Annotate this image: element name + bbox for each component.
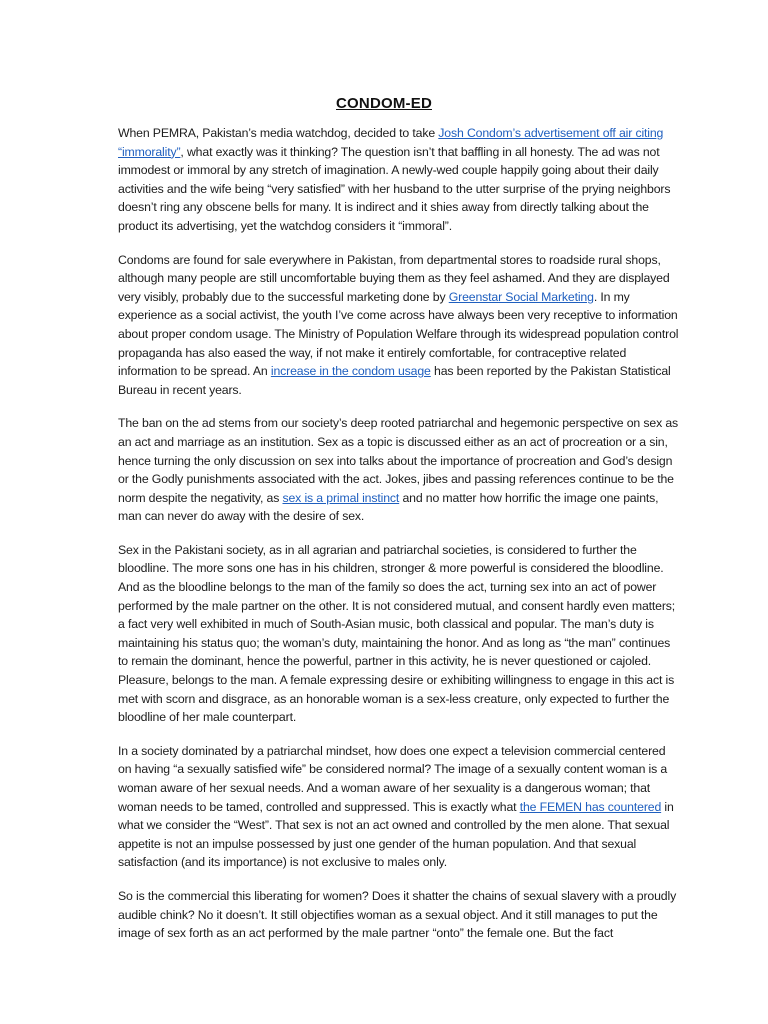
paragraph-text: Condoms are found for sale everywhere in Pakistan, from departmental stores to roadside rural shops, although many people are still uncomfortable buying them as they feel ashamed. And they are displayed very visibly, probably due to the successful marketing done by [118, 252, 670, 304]
paragraph-2 [118, 251, 680, 400]
paragraph-text: , what exactly was it thinking? The question isn’t that baffling in all honesty. The ad was not immodest or immoral by any stretch of imagination. A newly-wed couple happily going about their daily activities and the wife being “very satisfied” with her husband to the utter surprise of the prying neighbors doesn’t ring any obscene bells for many. It is indirect and it shies away from directly talking about the product its advertising, yet the watchdog considers it “immoral”. [118, 144, 671, 233]
link-increase-condom-usage[interactable]: increase in the condom usage [270, 364, 431, 379]
paragraph-text: When PEMRA, Pakistan’s media watchdog, decided to take [118, 126, 439, 140]
link-greenstar-social-marketing[interactable]: Greenstar Social Marketing [448, 289, 594, 304]
link-josh-condom-advertisement[interactable]: Josh Condom’s advertisement off air citing “immorality” [118, 126, 664, 159]
document-body [118, 124, 680, 958]
paragraph-text: The ban on the ad stems from our society’s deep rooted patriarchal and hegemonic perspective on sex as an act and marriage as an institution. Sex as a topic is discussed either as an act of procreation or a sin, hence turning the only discussion on sex into talks about the importance of procreation and God’s design or the Godly punishments associated with the act. Jokes, jibes and passing references continue to be the norm despite the negativity, as [118, 416, 679, 505]
paragraph-4 [118, 541, 680, 727]
paragraph-text: In a society dominated by a patriarchal mindset, how does one expect a television commercial centered on having “a sexually satisfied wife” be considered normal? The image of a sexually content woman is a woman aware of her sexual needs. And a woman aware of her sexuality is a dangerous woman; that woman needs to be tamed, controlled and suppressed. This is exactly what [118, 743, 668, 814]
paragraph-3 [118, 414, 680, 526]
paragraph-6 [118, 887, 680, 943]
paragraph-1 [118, 124, 680, 236]
paragraph-text: So is the commercial this liberating for women? Does it shatter the chains of sexual slavery with a proudly audible chink? No it doesn’t. It still objectifies woman as a sexual object. And it still manages to put the image of sex forth as an act performed by the male partner “onto” the female one. But the fact [118, 888, 677, 941]
paragraph-text: . In my experience as a social activist, the youth I’ve come across have always been very receptive to information about proper condom usage. The Ministry of Population Welfare through its widespread population control propaganda has also eased the way, if not make it entirely comfortable, for contraceptive related information to be spread. An [118, 289, 679, 379]
paragraph-text: in what we consider the “West”. That sex is not an act owned and controlled by the men alone. That sexual appetite is not an impulse possessed by just one gender of the human population. And that sexual satisfaction (and its importance) is not exclusive to males only. [118, 799, 674, 870]
link-femen-countered[interactable]: the FEMEN has countered [519, 799, 662, 814]
paragraph-text: has been reported by the Pakistan Statistical Bureau in recent years. [118, 364, 671, 397]
document-title: CONDOM-ED [336, 95, 432, 112]
paragraph-5 [118, 742, 680, 872]
paragraph-text: Sex in the Pakistani society, as in all agrarian and patriarchal societies, is considered to further the bloodline. The more sons one has in his children, stronger & more powerful is considered the bloodline. And as the bloodline belongs to the man of the family so does the act, turning sex into an act of power performed by the male partner on the other. It is not considered mutual, and consent hardly even matters; a fact very well exhibited in much of South-Asian music, both classical and popular. The man’s duty is maintaining his status quo; the woman’s duty, maintaining the honor. And as long as “the man” continues to remain the dominant, hence the powerful, partner in this activity, he is never questioned or cajoled. Pleasure, belongs to the man. A female expressing desire or exhibiting willingness to engage in this act is met with scorn and disgrace, as an honorable woman is a sex-less creature, only expected to further the bloodline of her male counterpart. [118, 542, 676, 725]
paragraph-text: and no matter how horrific the image one paints, man can never do away with the desire of sex. [118, 490, 659, 524]
link-sex-primal-instinct[interactable]: sex is a primal instinct [282, 490, 400, 505]
